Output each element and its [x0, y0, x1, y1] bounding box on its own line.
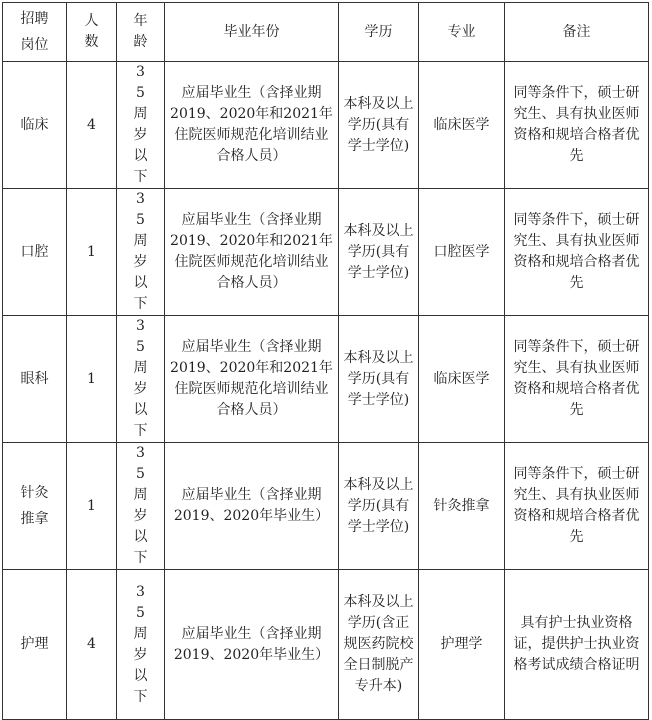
- header-major: 专业: [419, 3, 505, 62]
- cell-major: 口腔医学: [419, 189, 505, 316]
- cell-major: 临床医学: [419, 316, 505, 443]
- cell-education: 本科及以上学历(具有学士学位): [339, 189, 419, 316]
- cell-graduation: 应届毕业生（含择业期2019、2020年和2021年住院医师规范化培训结业合格人员）: [165, 189, 339, 316]
- cell-major: 护理学: [419, 570, 505, 720]
- cell-position: 口腔: [3, 189, 67, 316]
- cell-remarks: 同等条件下，硕士研究生、具有执业医师资格和规培合格者优先: [505, 189, 649, 316]
- cell-graduation: 应届毕业生（含择业期2019、2020年毕业生）: [165, 443, 339, 570]
- cell-count: 4: [67, 570, 117, 720]
- cell-major: 针灸推拿: [419, 443, 505, 570]
- cell-education: 本科及以上学历(具有学士学位): [339, 62, 419, 189]
- cell-graduation: 应届毕业生（含择业期2019、2020年毕业生）: [165, 570, 339, 720]
- cell-major: 临床医学: [419, 62, 505, 189]
- cell-education: 本科及以上学历(具有学士学位): [339, 443, 419, 570]
- header-row: [3, 3, 649, 62]
- header-count: 人数: [67, 3, 117, 62]
- header-education: 学历: [339, 3, 419, 62]
- table-row: [3, 189, 649, 316]
- table-row: [3, 570, 649, 720]
- cell-position: 护理: [3, 570, 67, 720]
- header-graduation: 毕业年份: [165, 3, 339, 62]
- cell-age: 35周岁以下: [117, 316, 165, 443]
- cell-age: 35周岁以下: [117, 189, 165, 316]
- cell-graduation: 应届毕业生（含择业期2019、2020年和2021年住院医师规范化培训结业合格人员）: [165, 62, 339, 189]
- cell-position: 眼科: [3, 316, 67, 443]
- cell-remarks: 同等条件下，硕士研究生、具有执业医师资格和规培合格者优先: [505, 62, 649, 189]
- cell-count: 1: [67, 443, 117, 570]
- cell-remarks: 具有护士执业资格证，提供护士执业资格考试成绩合格证明: [505, 570, 649, 720]
- table-row: [3, 62, 649, 189]
- cell-position: 针灸推拿: [3, 443, 67, 570]
- table-row: [3, 443, 649, 570]
- cell-remarks: 同等条件下，硕士研究生、具有执业医师资格和规培合格者优先: [505, 443, 649, 570]
- cell-age: 35周岁以下: [117, 443, 165, 570]
- cell-count: 4: [67, 62, 117, 189]
- cell-graduation: 应届毕业生（含择业期2019、2020年和2021年住院医师规范化培训结业合格人员）: [165, 316, 339, 443]
- cell-education: 本科及以上学历(具有学士学位): [339, 316, 419, 443]
- cell-remarks: 同等条件下，硕士研究生、具有执业医师资格和规培合格者优先: [505, 316, 649, 443]
- cell-age: 35周岁以下: [117, 570, 165, 720]
- recruitment-table: [2, 2, 649, 720]
- cell-count: 1: [67, 316, 117, 443]
- header-age: 年龄: [117, 3, 165, 62]
- cell-position: 临床: [3, 62, 67, 189]
- cell-age: 35周岁以下: [117, 62, 165, 189]
- table-row: [3, 316, 649, 443]
- header-remarks: 备注: [505, 3, 649, 62]
- cell-count: 1: [67, 189, 117, 316]
- cell-education: 本科及以上学历(含正规医药院校全日制脱产专升本): [339, 570, 419, 720]
- header-position: 招聘岗位: [3, 3, 67, 62]
